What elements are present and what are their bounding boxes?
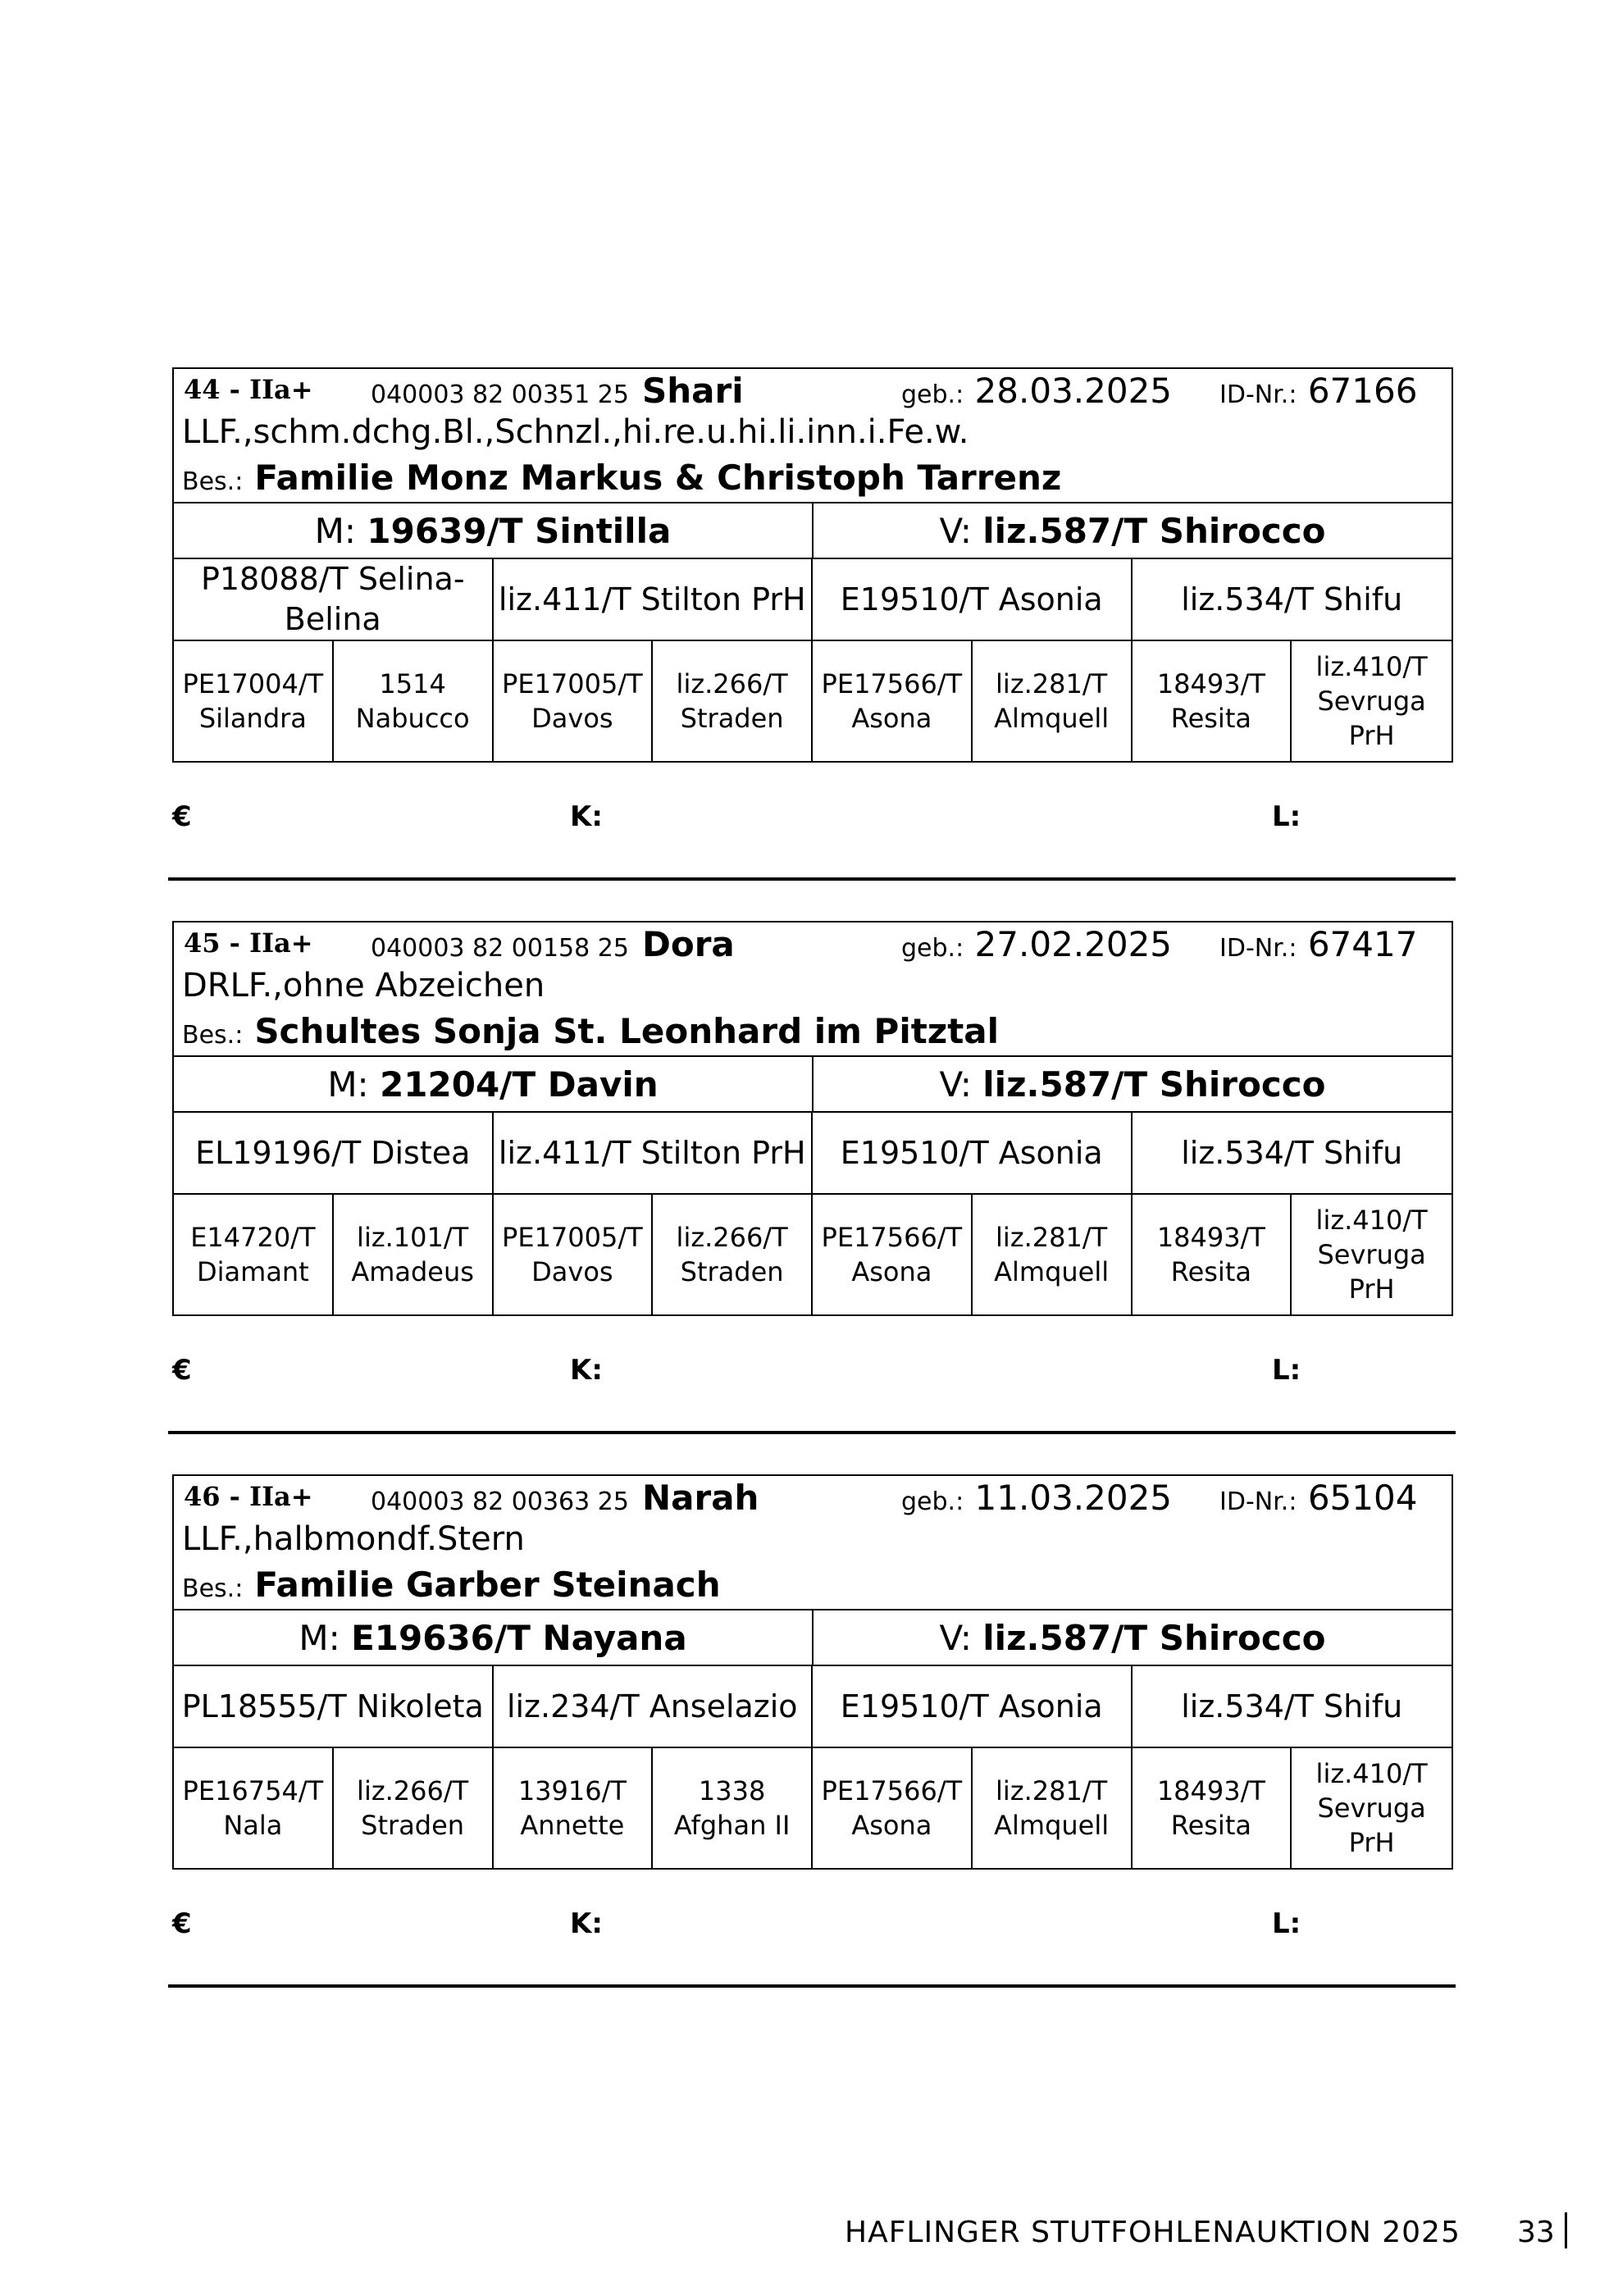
id-number-label: ID-Nr.:	[1219, 380, 1297, 409]
dam-label: M:	[299, 1617, 340, 1658]
owner-label: Bes.:	[182, 1021, 244, 1050]
footer-title: HAFLINGER STUTFOHLENAUKTION 2025	[845, 2216, 1461, 2249]
great-grandparent-cell: PE17566/T Asona	[813, 1195, 973, 1314]
great-grandparent-cell: liz.410/T Sevruga PrH	[1315, 1205, 1428, 1305]
great-grandparent-cell: liz.281/T Almquell	[973, 641, 1133, 761]
horse-description: LLF.,halbmondf.Stern	[182, 1520, 525, 1558]
birth-date-label: geb.:	[901, 934, 964, 963]
great-grandparent-cell: liz.101/T Amadeus	[334, 1195, 494, 1314]
sire-label: V:	[939, 510, 972, 551]
horse-description: DRLF.,ohne Abzeichen	[182, 967, 545, 1004]
sire-name: liz.587/T Shirocco	[982, 1617, 1326, 1658]
page-number: 33	[1517, 2216, 1555, 2249]
great-grandparent-cell: PE17005/T Davos	[494, 641, 654, 761]
id-number	[1219, 371, 1417, 411]
birth-date-value: 28.03.2025	[974, 371, 1173, 411]
sire-cell	[814, 1057, 1452, 1111]
great-grandparent-cell: liz.410/T Sevruga PrH	[1315, 1758, 1428, 1858]
dam-label: M:	[327, 1064, 369, 1105]
great-grandparent-cell: E14720/T Diamant	[174, 1195, 334, 1314]
id-number-label: ID-Nr.:	[1219, 1487, 1297, 1516]
grandparent-cell: P18088/T Selina-Belina	[174, 559, 494, 640]
buyer-label: K:	[570, 1354, 603, 1387]
page-number-divider	[1565, 2212, 1567, 2248]
lot-number: 44 - IIa+	[184, 374, 313, 405]
owner	[182, 1565, 721, 1605]
lot-header	[174, 369, 1452, 503]
location-label: L:	[1272, 1354, 1301, 1387]
grandparents-row	[174, 1113, 1452, 1195]
id-number-value: 67166	[1307, 371, 1418, 411]
lot-header	[174, 1476, 1452, 1610]
grandparent-cell: liz.234/T Anselazio	[494, 1666, 814, 1747]
owner-label: Bes.:	[182, 467, 244, 496]
owner	[182, 1011, 999, 1051]
grandparent-cell: liz.534/T Shifu	[1181, 1688, 1403, 1724]
location-label: L:	[1272, 800, 1301, 833]
birth-date-label: geb.:	[901, 1487, 964, 1516]
owner-value: Familie Garber Steinach	[254, 1565, 721, 1605]
horse-name: Shari	[642, 371, 744, 411]
grandparents-row	[174, 559, 1452, 641]
great-grandparent-cell: PE16754/T Nala	[174, 1748, 334, 1868]
grandparent-cell: liz.411/T Stilton PrH	[494, 1113, 814, 1193]
parents-row	[174, 1057, 1452, 1113]
price-row	[172, 800, 1453, 836]
owner-label: Bes.:	[182, 1574, 244, 1603]
dam-cell	[174, 1057, 814, 1111]
owner	[182, 458, 1061, 498]
lot-entry	[172, 367, 1453, 833]
grandparent-cell: liz.411/T Stilton PrH	[494, 559, 814, 640]
registration-number: 040003 82 00351 25	[371, 380, 629, 409]
great-grandparent-cell: PE17005/T Davos	[494, 1195, 654, 1314]
great-grandparent-cell: liz.281/T Almquell	[973, 1748, 1133, 1868]
great-grandparent-cell: PE17566/T Asona	[813, 641, 973, 761]
horse-description: LLF.,schm.dchg.Bl.,Schnzl.,hi.re.u.hi.li.inn.i.Fe.w.	[182, 413, 969, 451]
id-number-value: 65104	[1307, 1478, 1418, 1518]
price-row	[172, 1907, 1453, 1943]
great-grandparent-cell: 1338 Afghan II	[653, 1748, 813, 1868]
great-grandparent-cell: 18493/T Resita	[1133, 641, 1292, 761]
horse-name: Dora	[642, 924, 735, 964]
lot-header	[174, 922, 1452, 1057]
birth-date-label: geb.:	[901, 380, 964, 409]
great-grandparent-cell: PE17004/T Silandra	[174, 641, 334, 761]
registration-number: 040003 82 00363 25	[371, 1487, 629, 1516]
section-divider	[168, 877, 1456, 881]
birth-date	[901, 924, 1172, 964]
great-grandparents-row	[174, 1748, 1452, 1868]
id-number-value: 67417	[1307, 924, 1418, 964]
grandparent-cell: PL18555/T Nikoleta	[174, 1666, 494, 1747]
owner-value: Familie Monz Markus & Christoph Tarrenz	[254, 458, 1062, 498]
birth-date	[901, 371, 1172, 411]
lot-box	[172, 921, 1453, 1316]
dam-name: E19636/T Nayana	[351, 1617, 687, 1658]
buyer-label: K:	[570, 1907, 603, 1940]
section-divider	[168, 1431, 1456, 1434]
location-label: L:	[1272, 1907, 1301, 1940]
dam-name: 19639/T Sintilla	[367, 510, 672, 551]
grandparent-cell: EL19196/T Distea	[174, 1113, 494, 1193]
dam-name: 21204/T Davin	[380, 1064, 659, 1105]
grandparent-cell: liz.534/T Shifu	[1181, 1134, 1403, 1171]
id-number	[1219, 1478, 1417, 1518]
great-grandparent-cell: 1514 Nabucco	[334, 641, 494, 761]
great-grandparent-cell: liz.266/T Straden	[653, 641, 813, 761]
registration-number: 040003 82 00158 25	[371, 934, 629, 963]
grandparent-cell: E19510/T Asonia	[813, 559, 1133, 640]
sire-cell	[814, 1610, 1452, 1665]
dam-label: M:	[314, 510, 357, 551]
lot-entry	[172, 921, 1453, 1387]
sire-name: liz.587/T Shirocco	[982, 1064, 1326, 1105]
price-row	[172, 1354, 1453, 1390]
dam-cell	[174, 503, 814, 558]
great-grandparents-row	[174, 641, 1452, 761]
birth-date-value: 11.03.2025	[974, 1478, 1173, 1518]
grandparent-cell: liz.534/T Shifu	[1181, 581, 1403, 617]
sire-name: liz.587/T Shirocco	[982, 510, 1326, 551]
sire-cell	[814, 503, 1452, 558]
section-divider	[168, 1984, 1456, 1988]
birth-date	[901, 1478, 1172, 1518]
price-euro-label: €	[172, 1907, 192, 1940]
grandparent-cell: E19510/T Asonia	[813, 1666, 1133, 1747]
lot-entry	[172, 1474, 1453, 1940]
buyer-label: K:	[570, 800, 603, 833]
grandparents-row	[174, 1666, 1452, 1748]
grandparent-cell: E19510/T Asonia	[813, 1113, 1133, 1193]
price-euro-label: €	[172, 800, 192, 833]
great-grandparent-cell: 18493/T Resita	[1133, 1748, 1292, 1868]
id-number-label: ID-Nr.:	[1219, 934, 1297, 963]
great-grandparent-cell: 13916/T Annette	[494, 1748, 654, 1868]
lot-box	[172, 1474, 1453, 1870]
horse-name: Narah	[642, 1478, 759, 1518]
great-grandparent-cell: 18493/T Resita	[1133, 1195, 1292, 1314]
parents-row	[174, 1610, 1452, 1666]
great-grandparents-row	[174, 1195, 1452, 1314]
great-grandparent-cell: PE17566/T Asona	[813, 1748, 973, 1868]
dam-cell	[174, 1610, 814, 1665]
sire-label: V:	[939, 1064, 972, 1105]
great-grandparent-cell: liz.410/T Sevruga PrH	[1315, 651, 1428, 751]
birth-date-value: 27.02.2025	[974, 924, 1173, 964]
price-euro-label: €	[172, 1354, 192, 1387]
great-grandparent-cell: liz.266/T Straden	[653, 1195, 813, 1314]
owner-value: Schultes Sonja St. Leonhard im Pitztal	[254, 1011, 1000, 1051]
lot-box	[172, 367, 1453, 763]
lot-number: 46 - IIa+	[184, 1481, 313, 1512]
great-grandparent-cell: liz.266/T Straden	[334, 1748, 494, 1868]
great-grandparent-cell: liz.281/T Almquell	[973, 1195, 1133, 1314]
id-number	[1219, 924, 1417, 964]
parents-row	[174, 503, 1452, 559]
lot-number: 45 - IIa+	[184, 927, 313, 959]
sire-label: V:	[939, 1617, 972, 1658]
